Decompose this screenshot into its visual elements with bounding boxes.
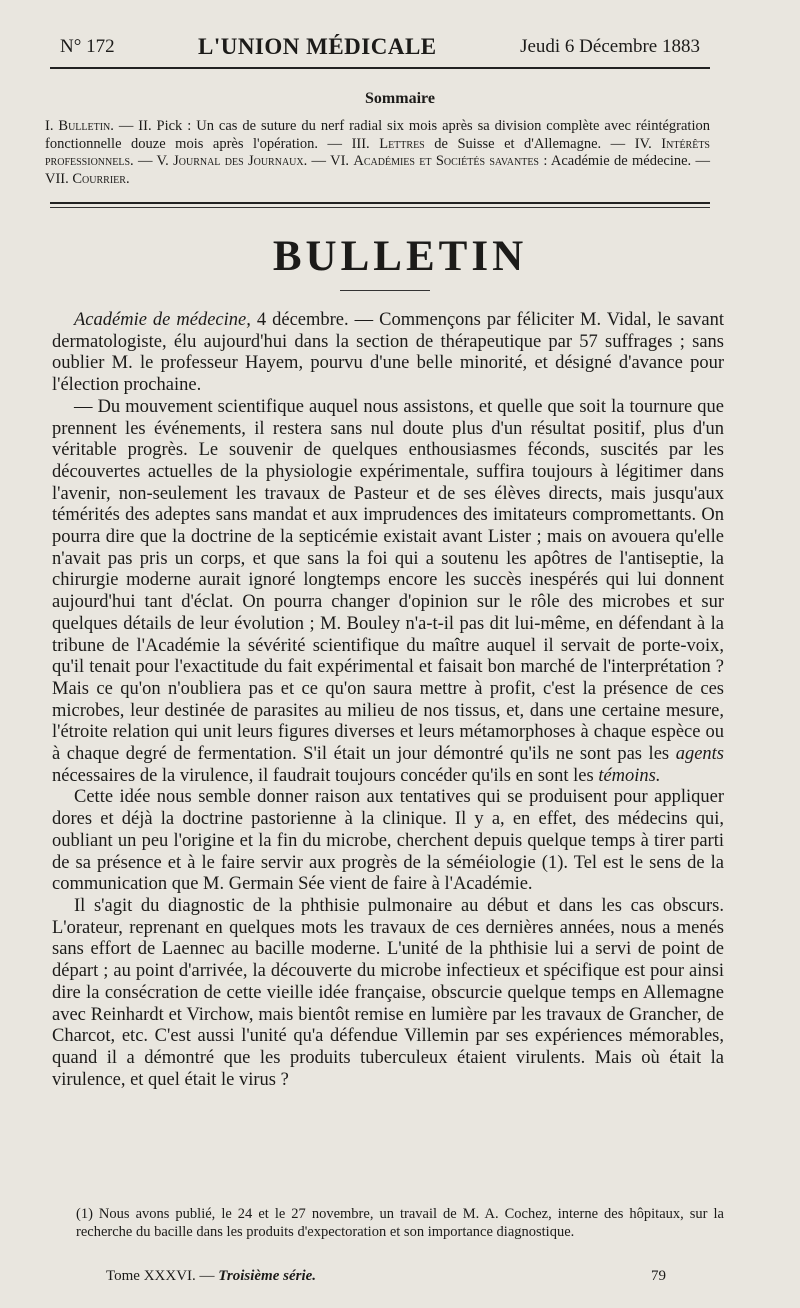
publication-title: L'UNION MÉDICALE — [197, 34, 437, 59]
summary-title: Sommaire — [365, 90, 435, 107]
paragraph-3: Cette idée nous semble donner raison aux tentatives qui se produisent pour appliquer dores et déjà la doctrine pastorienne à la clinique. Il y a, en effet, des médecins qui, oubliant un peu l'origine et la fin du microbe, cherchent depuis quelque temps à tirer parti de sa présence et à le faire servir aux progrès de la séméiologie (1). Tel est le sens de la communication que M. Germain Sée vient de faire à l'Académie. — [52, 787, 724, 895]
issue-number: N° 172 — [60, 36, 115, 57]
paragraph-2-em-agents: agents — [675, 744, 724, 765]
summary-item-pick: — II. Pick : Un cas de suture du nerf radial six mois après sa division complète avec réintégration fonctionnelle douze mois après l'opération. — III. — [45, 118, 710, 152]
masthead-rule — [50, 67, 710, 69]
paragraph-2 — [52, 397, 724, 788]
page-footer — [106, 1268, 666, 1285]
paragraph-1 — [52, 310, 724, 397]
summary-item-interets: Intérêts professionnels. — [45, 135, 710, 169]
summary-item-academie: : Académie de médecine. — VII. — [45, 153, 710, 187]
paragraph-2-em-temoins: témoins. — [598, 765, 661, 786]
paragraph-2-text-b: nécessaires de la virulence, il faudrait toujours concéder qu'ils en sont les — [52, 765, 599, 786]
volume-info — [106, 1268, 316, 1285]
series-label: Troisième série. — [218, 1268, 317, 1284]
masthead — [60, 30, 700, 64]
page-number: 79 — [651, 1268, 666, 1284]
bulletin-heading: BULLETIN — [272, 233, 528, 280]
summary-item-lettres: Lettres — [379, 135, 425, 152]
summary-item-bulletin: I. Bulletin. — [45, 118, 114, 134]
summary-item-lettres-rest: de Suisse et d'Allemagne. — IV. — [424, 135, 662, 152]
summary-item-journaux: Journal des Journaux. — [173, 153, 308, 169]
summary-text — [45, 118, 710, 188]
summary-item-academies: Académies et Sociétés savantes — [353, 153, 539, 169]
article-body — [52, 310, 724, 1091]
summary-rule-top — [50, 202, 710, 204]
paragraph-1-text: 4 décembre. — Commençons par féliciter M. Vidal, le savant dermatologiste, élu aujourd'hui dans la section de thérapeutique par 57 suffrages ; sans oublier M. le professeur Hayem, pourvu d'une belle minorité, et désigné d'avance pour l'élection prochaine. — [52, 310, 724, 396]
summary-separator-v: — V. — [133, 153, 174, 169]
summary-item-courrier: Courrier. — [72, 170, 130, 187]
issue-date: Jeudi 6 Décembre 1883 — [520, 36, 700, 57]
paragraph-2-text-a: — Du mouvement scientifique auquel nous assistons, et quelle que soit la tournure que prennent les événements, il restera sans nul doute plus d'un résultat positif, plus d'un véritable progrès. Le souvenir de quelques enthousiasmes féconds, suscités par les découvertes actuelles de la physiologie expérimentale, suffira toujours à légitimer dans l'avenir, non-seulement les travaux de Pasteur et de ses élèves directs, mais jusqu'aux témérités des adeptes sans mandat et aux imprudences des imitateurs compromettants. On pourra dire que la doctrine de la septicémie existait avant Lister ; mais on avouera qu'elle n'avait pas pris un corps, et que sans la foi qui a soutenu les apôtres de l'antiseptie, la chirurgie moderne aurait ignoré longtemps encore les succès inespérés qui lui donnent aujourd'hui tant d'éclat. On pourra changer d'opinion sur le rôle des microbes et sur quelques détails de leur évolution ; M. Bouley n'a-t-il pas dit lui-même, en défendant à la tribune de l'Académie la sévérité scientifique du maître auquel il servait de porte-voix, qu'il tenait pour l'exactitude du fait expérimental et faisait bon marché de l'interprétation ? Mais ce qu'on n'oubliera pas et ce qu'on saura mettre à profit, c'est la présence de ces microbes, leur destinée de parasites au milieu de nos tissus, et, dans une certaine mesure, l'étroite relation qui unit leurs figures diverses et leurs métamorphoses à chaque espèce ou à chaque degré de fermentation. S'il était un jour démontré qu'ils ne sont pas les — [52, 396, 724, 765]
volume-number: Tome XXXVI. — — [106, 1268, 215, 1284]
paragraph-1-lead: Académie de médecine, — [74, 310, 251, 330]
footnote: (1) Nous avons publié, le 24 et le 27 novembre, un travail de M. A. Cochez, interne des hôpitaux, sur la recherche du bacille dans les produits d'expectoration et son importance diagnostique. — [76, 1206, 724, 1240]
paragraph-4: Il s'agit du diagnostic de la phthisie pulmonaire au début et dans les cas obscurs. L'orateur, reprenant en quelques mots les travaux de ces dernières années, nous a menés sans effort de Laennec au bacille moderne. L'unité de la phthisie lui a servi de point de départ ; au point d'arrivée, la découverte du microbe infectieux et spécifique est pour ainsi dire la consécration de cette vieille idée française, obscurcie quelque temps en Allemagne avec Reinhardt et Virchow, mais bientôt remise en lumière par les travaux de Grancher, de Charcot, etc. C'est aussi l'unité qu'a défendue Villemin par ses expériences mémorables, quand il a démontré que les produits tuberculeux étaient virulents. Mais où était la virulence, et quel était le virus ? — [52, 895, 724, 1090]
summary-rule-bottom — [50, 207, 710, 208]
bulletin-rule — [340, 290, 430, 291]
summary-separator-vi: — VI. — [307, 153, 354, 169]
